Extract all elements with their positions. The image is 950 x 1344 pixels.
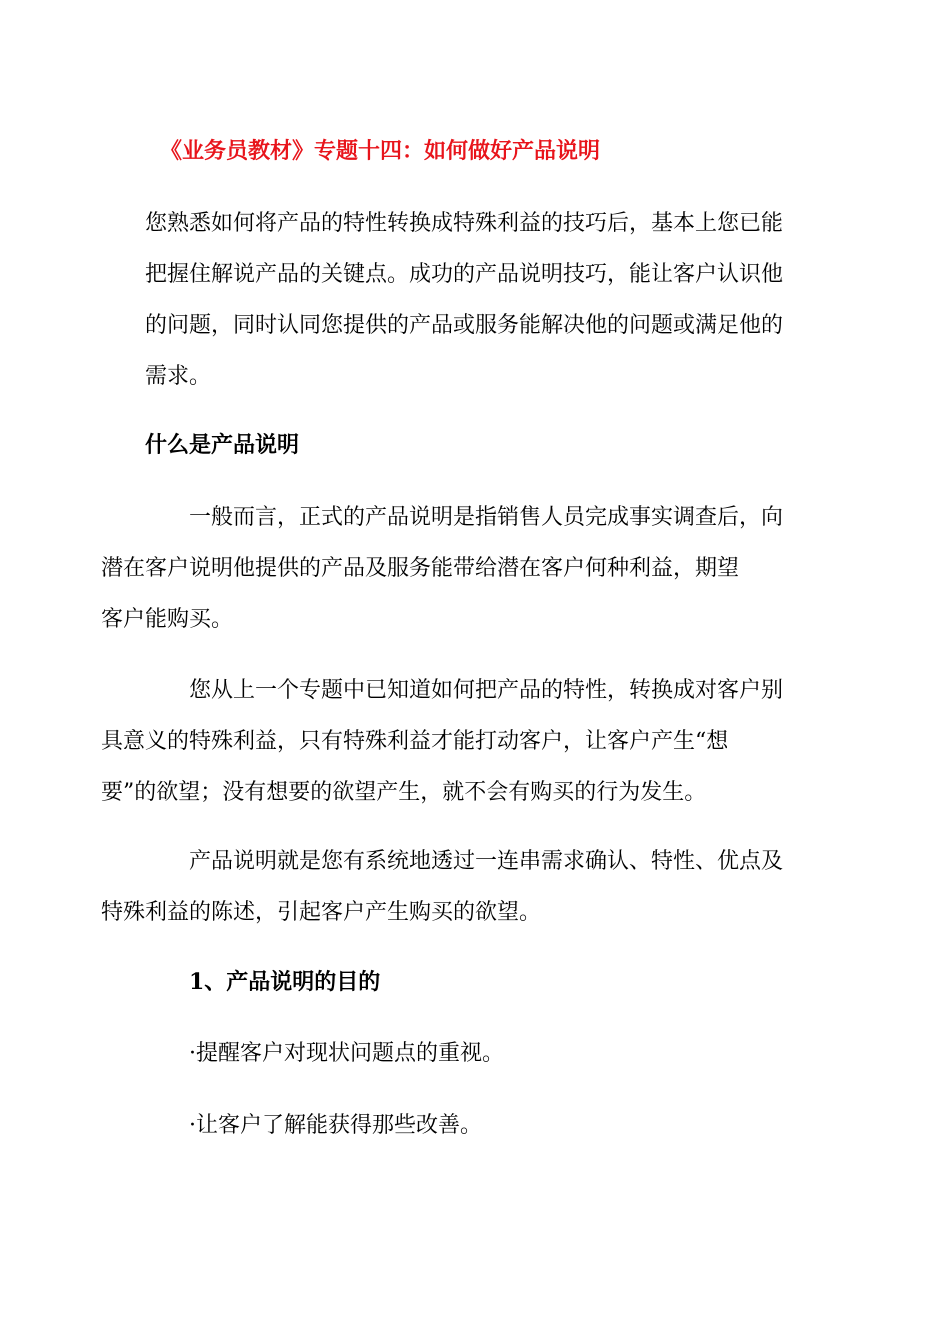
text-line: 要”的欲望；没有想要的欲望产生，就不会有购买的行为发生。 (101, 780, 707, 805)
paragraph-summary (101, 836, 795, 938)
text-line: 您熟悉如何将产品的特性转换成特殊利益的技巧后，基本上您已能 (145, 211, 784, 236)
subheading-purpose: 1、产品说明的目的 (189, 969, 381, 995)
text-line: 的问题，同时认同您提供的产品或服务能解决他的问题或满足他的 (145, 313, 784, 338)
text-line: 潜在客户说明他提供的产品及服务能带给潜在客户何种利益，期望 (101, 556, 740, 581)
paragraph-definition (101, 492, 795, 645)
text-line: 客户能购买。 (101, 607, 234, 632)
text-line: 特殊利益的陈述，引起客户产生购买的欲望。 (101, 900, 542, 925)
text-line: 一般而言，正式的产品说明是指销售人员完成事实调查后，向 (189, 505, 784, 530)
intro-paragraph (145, 198, 795, 402)
bullet-item: ·让客户了解能获得那些改善。 (189, 1113, 482, 1138)
document-title: 《业务员教材》专题十四：如何做好产品说明 (160, 138, 601, 164)
text-line: 需求。 (145, 364, 212, 389)
bullet-item: ·提醒客户对现状问题点的重视。 (189, 1041, 504, 1066)
paragraph-benefits (101, 665, 795, 818)
text-line: 具意义的特殊利益，只有特殊利益才能打动客户，让客户产生“想 (101, 729, 729, 754)
text-line: 把握住解说产品的关键点。成功的产品说明技巧，能让客户认识他 (145, 262, 784, 287)
text-line: 您从上一个专题中已知道如何把产品的特性，转换成对客户别 (189, 678, 784, 703)
text-line: 产品说明就是您有系统地透过一连串需求确认、特性、优点及 (189, 849, 784, 874)
section-heading: 什么是产品说明 (145, 432, 300, 458)
